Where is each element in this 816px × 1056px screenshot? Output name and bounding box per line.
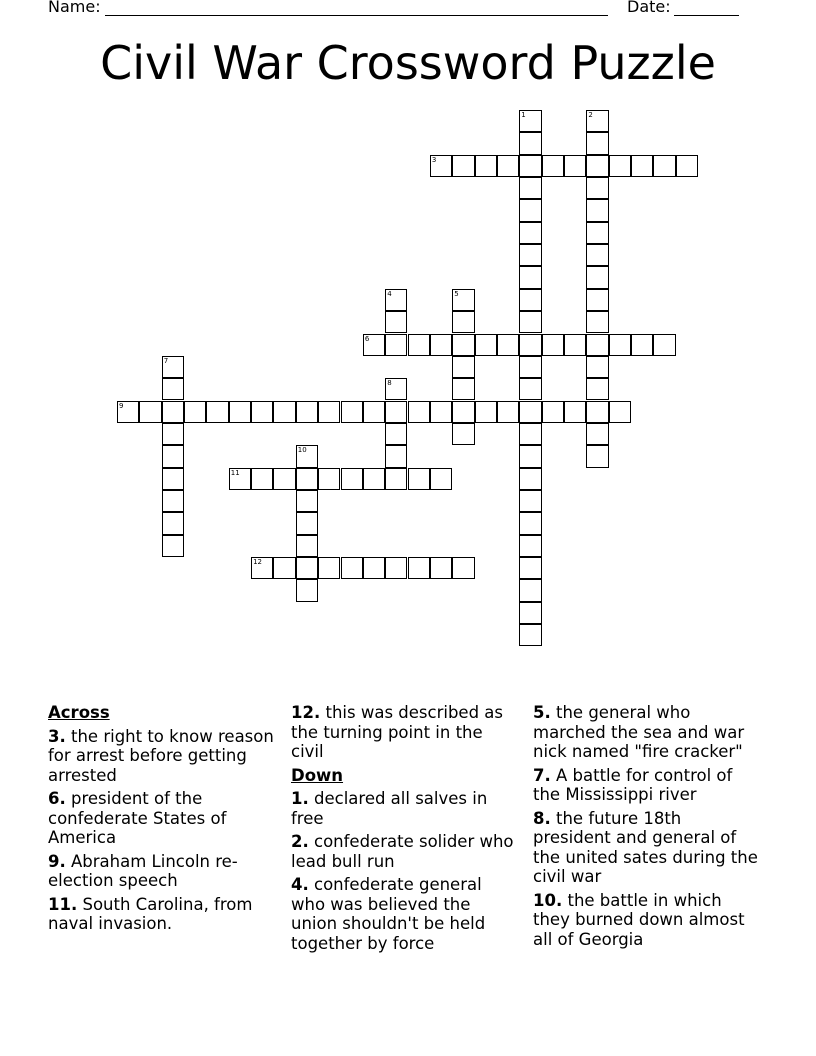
grid-cell[interactable] [363, 334, 385, 356]
grid-cell[interactable] [586, 423, 608, 445]
grid-cell[interactable] [519, 334, 541, 356]
grid-cell[interactable] [385, 557, 407, 579]
clue-number: 4 [387, 289, 392, 298]
clue-number: 11 [230, 468, 240, 477]
name-label: Name: [48, 0, 101, 16]
grid-cell[interactable] [519, 535, 541, 557]
grid-cell[interactable] [162, 512, 184, 534]
grid-cell[interactable] [296, 579, 318, 601]
down-clue: 5. the general who marched the sea and war nick named "fire cracker" [533, 703, 745, 761]
grid-cell[interactable] [408, 401, 430, 423]
grid-cell[interactable] [296, 557, 318, 579]
grid-cell[interactable] [519, 266, 541, 288]
grid-cell[interactable] [519, 356, 541, 378]
grid-cell[interactable] [385, 468, 407, 490]
grid-cell[interactable] [653, 155, 675, 177]
grid-cell[interactable] [251, 468, 273, 490]
grid-cell[interactable] [318, 468, 340, 490]
grid-cell[interactable] [341, 557, 363, 579]
clue-column-1 [48, 703, 276, 938]
grid-cell[interactable] [162, 445, 184, 467]
grid-cell[interactable] [519, 602, 541, 624]
down-clue: 7. A battle for control of the Mississippi river [533, 765, 733, 804]
grid-cell[interactable] [475, 334, 497, 356]
grid-cell[interactable] [519, 311, 541, 333]
grid-cell[interactable] [251, 401, 273, 423]
grid-cell[interactable] [162, 535, 184, 557]
grid-cell[interactable] [318, 557, 340, 579]
grid-cell[interactable] [385, 289, 407, 311]
grid-cell[interactable] [586, 222, 608, 244]
page-title: Civil War Crossword Puzzle [100, 36, 716, 90]
grid-cell[interactable] [452, 334, 474, 356]
grid-cell[interactable] [631, 155, 653, 177]
date-label: Date: [627, 0, 671, 16]
clue-number: 9 [119, 401, 124, 410]
across-heading: Across [48, 703, 110, 722]
down-clue: 8. the future 18th president and general of the united sates during the civil war [533, 808, 758, 886]
grid-cell[interactable] [586, 445, 608, 467]
clue-column-3 [533, 703, 761, 953]
grid-cell[interactable] [162, 378, 184, 400]
grid-cell[interactable] [251, 557, 273, 579]
clue-number: 6 [364, 334, 370, 343]
grid-cell[interactable] [273, 401, 295, 423]
grid-cell[interactable] [162, 356, 184, 378]
grid-cell[interactable] [430, 401, 452, 423]
grid-cell[interactable] [519, 177, 541, 199]
grid-cell[interactable] [273, 468, 295, 490]
grid-cell[interactable] [385, 311, 407, 333]
grid-cell[interactable] [586, 155, 608, 177]
grid-cell[interactable] [184, 401, 206, 423]
grid-cell[interactable] [586, 199, 608, 221]
grid-cell[interactable] [519, 512, 541, 534]
grid-cell[interactable] [609, 155, 631, 177]
grid-cell[interactable] [452, 311, 474, 333]
grid-cell[interactable] [519, 468, 541, 490]
grid-cell[interactable] [586, 311, 608, 333]
down-clue: 2. confederate solider who lead bull run [291, 832, 514, 871]
grid-cell[interactable] [519, 378, 541, 400]
grid-cell[interactable] [631, 334, 653, 356]
grid-cell[interactable] [206, 401, 228, 423]
grid-cell[interactable] [296, 401, 318, 423]
grid-cell[interactable] [408, 334, 430, 356]
grid-cell[interactable] [519, 401, 541, 423]
grid-cell[interactable] [385, 423, 407, 445]
clue-number: 12 [253, 558, 263, 566]
grid-cell[interactable] [408, 468, 430, 490]
down-clue: 1. declared all salves in free [291, 789, 488, 828]
grid-cell[interactable] [519, 244, 541, 266]
grid-cell[interactable] [363, 557, 385, 579]
down-heading: Down [291, 765, 344, 785]
grid-cell[interactable] [497, 401, 519, 423]
grid-cell[interactable] [341, 401, 363, 423]
clue-column-2 [291, 703, 519, 957]
grid-cell[interactable] [430, 557, 452, 579]
grid-cell[interactable] [452, 557, 474, 579]
grid-cell[interactable] [408, 557, 430, 579]
grid-cell[interactable] [586, 244, 608, 266]
grid-cell[interactable] [385, 378, 407, 400]
grid-cell[interactable] [542, 155, 564, 177]
grid-cell[interactable] [452, 356, 474, 378]
grid-cell[interactable] [564, 401, 586, 423]
grid-cell[interactable] [519, 490, 541, 512]
grid-cell[interactable] [586, 334, 608, 356]
down-clue: 10. the battle in which they burned down almost all of Georgia [533, 890, 745, 949]
grid-cell[interactable] [162, 423, 184, 445]
grid-cell[interactable] [519, 222, 541, 244]
grid-cell[interactable] [341, 468, 363, 490]
grid-cell[interactable] [519, 624, 541, 646]
grid-cell[interactable] [385, 334, 407, 356]
grid-cell[interactable] [162, 401, 184, 423]
grid-cell[interactable] [586, 401, 608, 423]
grid-cell[interactable] [519, 445, 541, 467]
grid-cell[interactable] [430, 468, 452, 490]
grid-cell[interactable] [586, 378, 608, 400]
across-clue: 3. the right to know reason for arrest before getting arrested [48, 726, 274, 785]
clue-number: 2 [588, 111, 593, 119]
grid-cell[interactable] [385, 445, 407, 467]
across-clue: 9. Abraham Lincoln re-election speech [48, 851, 238, 890]
grid-cell[interactable] [452, 423, 474, 445]
grid-cell[interactable] [452, 378, 474, 400]
grid-cell[interactable] [586, 289, 608, 311]
grid-cell[interactable] [586, 356, 608, 378]
grid-cell[interactable] [542, 401, 564, 423]
grid-cell[interactable] [497, 155, 519, 177]
grid-cell[interactable] [162, 468, 184, 490]
grid-cell[interactable] [363, 468, 385, 490]
across-clue: 11. South Carolina, from naval invasion. [48, 894, 253, 933]
grid-cell[interactable] [363, 401, 385, 423]
grid-cell[interactable] [452, 289, 474, 311]
grid-cell[interactable] [519, 579, 541, 601]
grid-cell[interactable] [162, 490, 184, 512]
grid-cell[interactable] [519, 132, 541, 154]
across-clue: 12. this was described as the turning point in the civil [291, 703, 503, 761]
clue-number: 10 [297, 446, 307, 455]
grid-cell[interactable] [519, 155, 541, 177]
down-clue: 4. confederate general who was believed the union shouldn't be held together by force [291, 875, 486, 953]
grid-cell[interactable] [519, 423, 541, 445]
grid-cell[interactable] [586, 110, 608, 132]
grid-cell[interactable] [653, 334, 675, 356]
grid-cell[interactable] [452, 401, 474, 423]
grid-cell[interactable] [229, 401, 251, 423]
grid-cell[interactable] [385, 401, 407, 423]
clue-number: 7 [163, 356, 169, 365]
grid-cell[interactable] [296, 445, 318, 467]
grid-cell[interactable] [564, 155, 586, 177]
grid-cell[interactable] [519, 557, 541, 579]
grid-cell[interactable] [542, 334, 564, 356]
grid-cell[interactable] [564, 334, 586, 356]
clue-number: 3 [431, 155, 437, 164]
across-clue: 6. president of the confederate States of America [48, 789, 227, 847]
grid-cell[interactable] [296, 512, 318, 534]
grid-cell[interactable] [586, 177, 608, 199]
grid-cell[interactable] [586, 132, 608, 154]
grid-cell[interactable] [430, 334, 452, 356]
grid-cell[interactable] [609, 401, 631, 423]
grid-cell[interactable] [296, 468, 318, 490]
grid-cell[interactable] [139, 401, 161, 423]
grid-cell[interactable] [676, 155, 698, 177]
grid-cell[interactable] [273, 557, 295, 579]
grid-cell[interactable] [318, 401, 340, 423]
grid-cell[interactable] [586, 266, 608, 288]
date-line [674, 15, 739, 16]
grid-cell[interactable] [117, 401, 139, 423]
grid-cell[interactable] [296, 535, 318, 557]
clue-number: 1 [521, 111, 526, 119]
clue-number: 8 [387, 379, 392, 388]
grid-cell[interactable] [430, 155, 452, 177]
grid-cell[interactable] [296, 490, 318, 512]
grid-cell[interactable] [519, 110, 541, 132]
name-line [105, 15, 608, 16]
grid-cell[interactable] [452, 155, 474, 177]
grid-cell[interactable] [497, 334, 519, 356]
grid-cell[interactable] [229, 468, 251, 490]
grid-cell[interactable] [475, 155, 497, 177]
grid-cell[interactable] [519, 289, 541, 311]
clue-number: 5 [454, 289, 459, 298]
grid-cell[interactable] [609, 334, 631, 356]
grid-cell[interactable] [519, 199, 541, 221]
grid-cell[interactable] [475, 401, 497, 423]
